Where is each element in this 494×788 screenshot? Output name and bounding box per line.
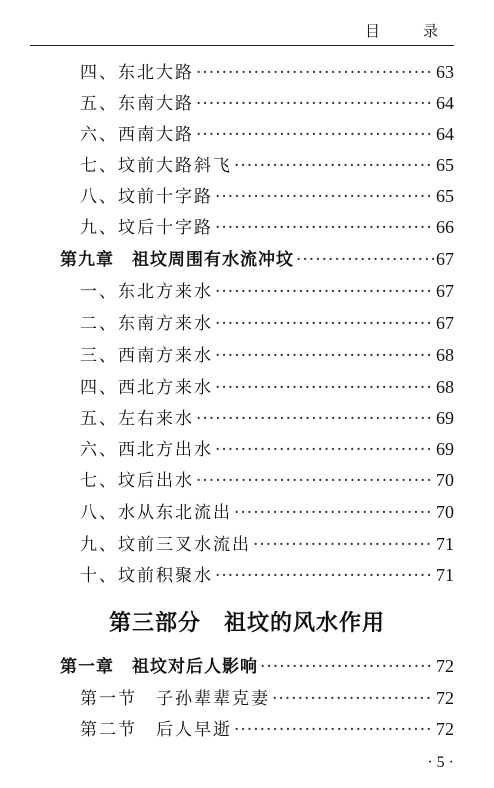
dot-leader [215,566,434,586]
toc-entry [80,62,454,83]
toc-entry-page: 67 [436,281,454,301]
toc-chapter-label: 第一章 祖坟对后人影响 [60,657,258,677]
dot-leader [215,440,434,460]
toc-entry-label: 九、坟后十字路 [80,218,213,238]
toc-entry-label: 八、坟前十字路 [80,187,213,207]
dot-leader [196,409,434,429]
toc-chapter-entry [60,656,454,677]
toc-entry [80,345,454,366]
toc-entry [80,565,454,586]
toc-entry [80,377,454,398]
toc-entry-label: 九、坟前三叉水流出 [80,535,251,555]
toc-entry-page: 72 [436,688,454,708]
toc-entry [80,534,454,555]
toc-entry [80,470,454,491]
toc-entry-page: 63 [436,62,454,82]
dot-leader [196,471,434,491]
toc-entry-label: 一、东北方来水 [80,282,213,302]
toc-entry [80,502,454,523]
toc-entry-label: 第二节 后人早逝 [80,720,232,740]
toc-entry-page: 68 [436,377,454,397]
header-rule [30,45,454,46]
toc-entry-page: 64 [436,93,454,113]
toc-entry [80,124,454,145]
dot-leader [215,314,434,334]
dot-leader [196,63,434,83]
toc-entry-label: 七、坟后出水 [80,471,194,491]
toc-entry [80,719,454,740]
toc-entry-label: 三、西南方来水 [80,346,213,366]
toc-entry [80,439,454,460]
toc-entry-page: 65 [436,186,454,206]
dot-leader [215,187,434,207]
toc-entry-page: 66 [436,217,454,237]
toc-chapter-label: 第九章 祖坟周围有水流冲坟 [60,250,294,270]
toc-entry-page: 64 [436,124,454,144]
toc-entry-label: 八、水从东北流出 [80,503,232,523]
toc-entry-page: 65 [436,155,454,175]
toc-entry-label: 四、西北方来水 [80,378,213,398]
toc-entry-label: 七、坟前大路斜飞 [80,156,232,176]
toc-chapter-entry [60,249,454,270]
toc-entry-label: 第一节 子孙辈辈克妻 [80,689,270,709]
toc-entry-page: 72 [436,719,454,739]
dot-leader [260,657,434,677]
toc-entry-page: 71 [436,565,454,585]
toc-entry [80,281,454,302]
toc-entry [80,93,454,114]
toc-entry [80,217,454,238]
toc-entry-label: 五、东南大路 [80,94,194,114]
toc-entry-label: 五、左右来水 [80,409,194,429]
dot-leader [215,378,434,398]
dot-leader [234,503,434,523]
toc-entry [80,155,454,176]
dot-leader [296,250,434,270]
page-number: · 5 · [427,754,454,771]
dot-leader [196,125,434,145]
header-title: 目 录 [364,22,452,40]
toc-entry-label: 六、西北方出水 [80,440,213,460]
toc-entry [80,313,454,334]
toc-entry-label: 四、东北大路 [80,63,194,83]
toc-entry-page: 67 [436,313,454,333]
dot-leader [215,282,434,302]
toc-entry-label: 二、东南方来水 [80,314,213,334]
toc-entry-page: 68 [436,345,454,365]
toc-entry [80,408,454,429]
toc-entry-page: 69 [436,408,454,428]
dot-leader [253,535,434,555]
part-heading: 第三部分 祖坟的风水作用 [108,610,385,636]
dot-leader [215,218,434,238]
toc-entry-label: 六、西南大路 [80,125,194,145]
toc-entry-page: 67 [436,249,454,269]
dot-leader [234,156,434,176]
dot-leader [272,689,434,709]
toc-entry [80,186,454,207]
dot-leader [234,720,434,740]
toc-entry-page: 70 [436,502,454,522]
dot-leader [196,94,434,114]
toc-entry-label: 十、坟前积聚水 [80,566,213,586]
toc-entry-page: 70 [436,470,454,490]
toc-entry [80,688,454,709]
dot-leader [215,346,434,366]
toc-entry-page: 71 [436,534,454,554]
toc-entry-page: 72 [436,656,454,676]
toc-entry-page: 69 [436,439,454,459]
